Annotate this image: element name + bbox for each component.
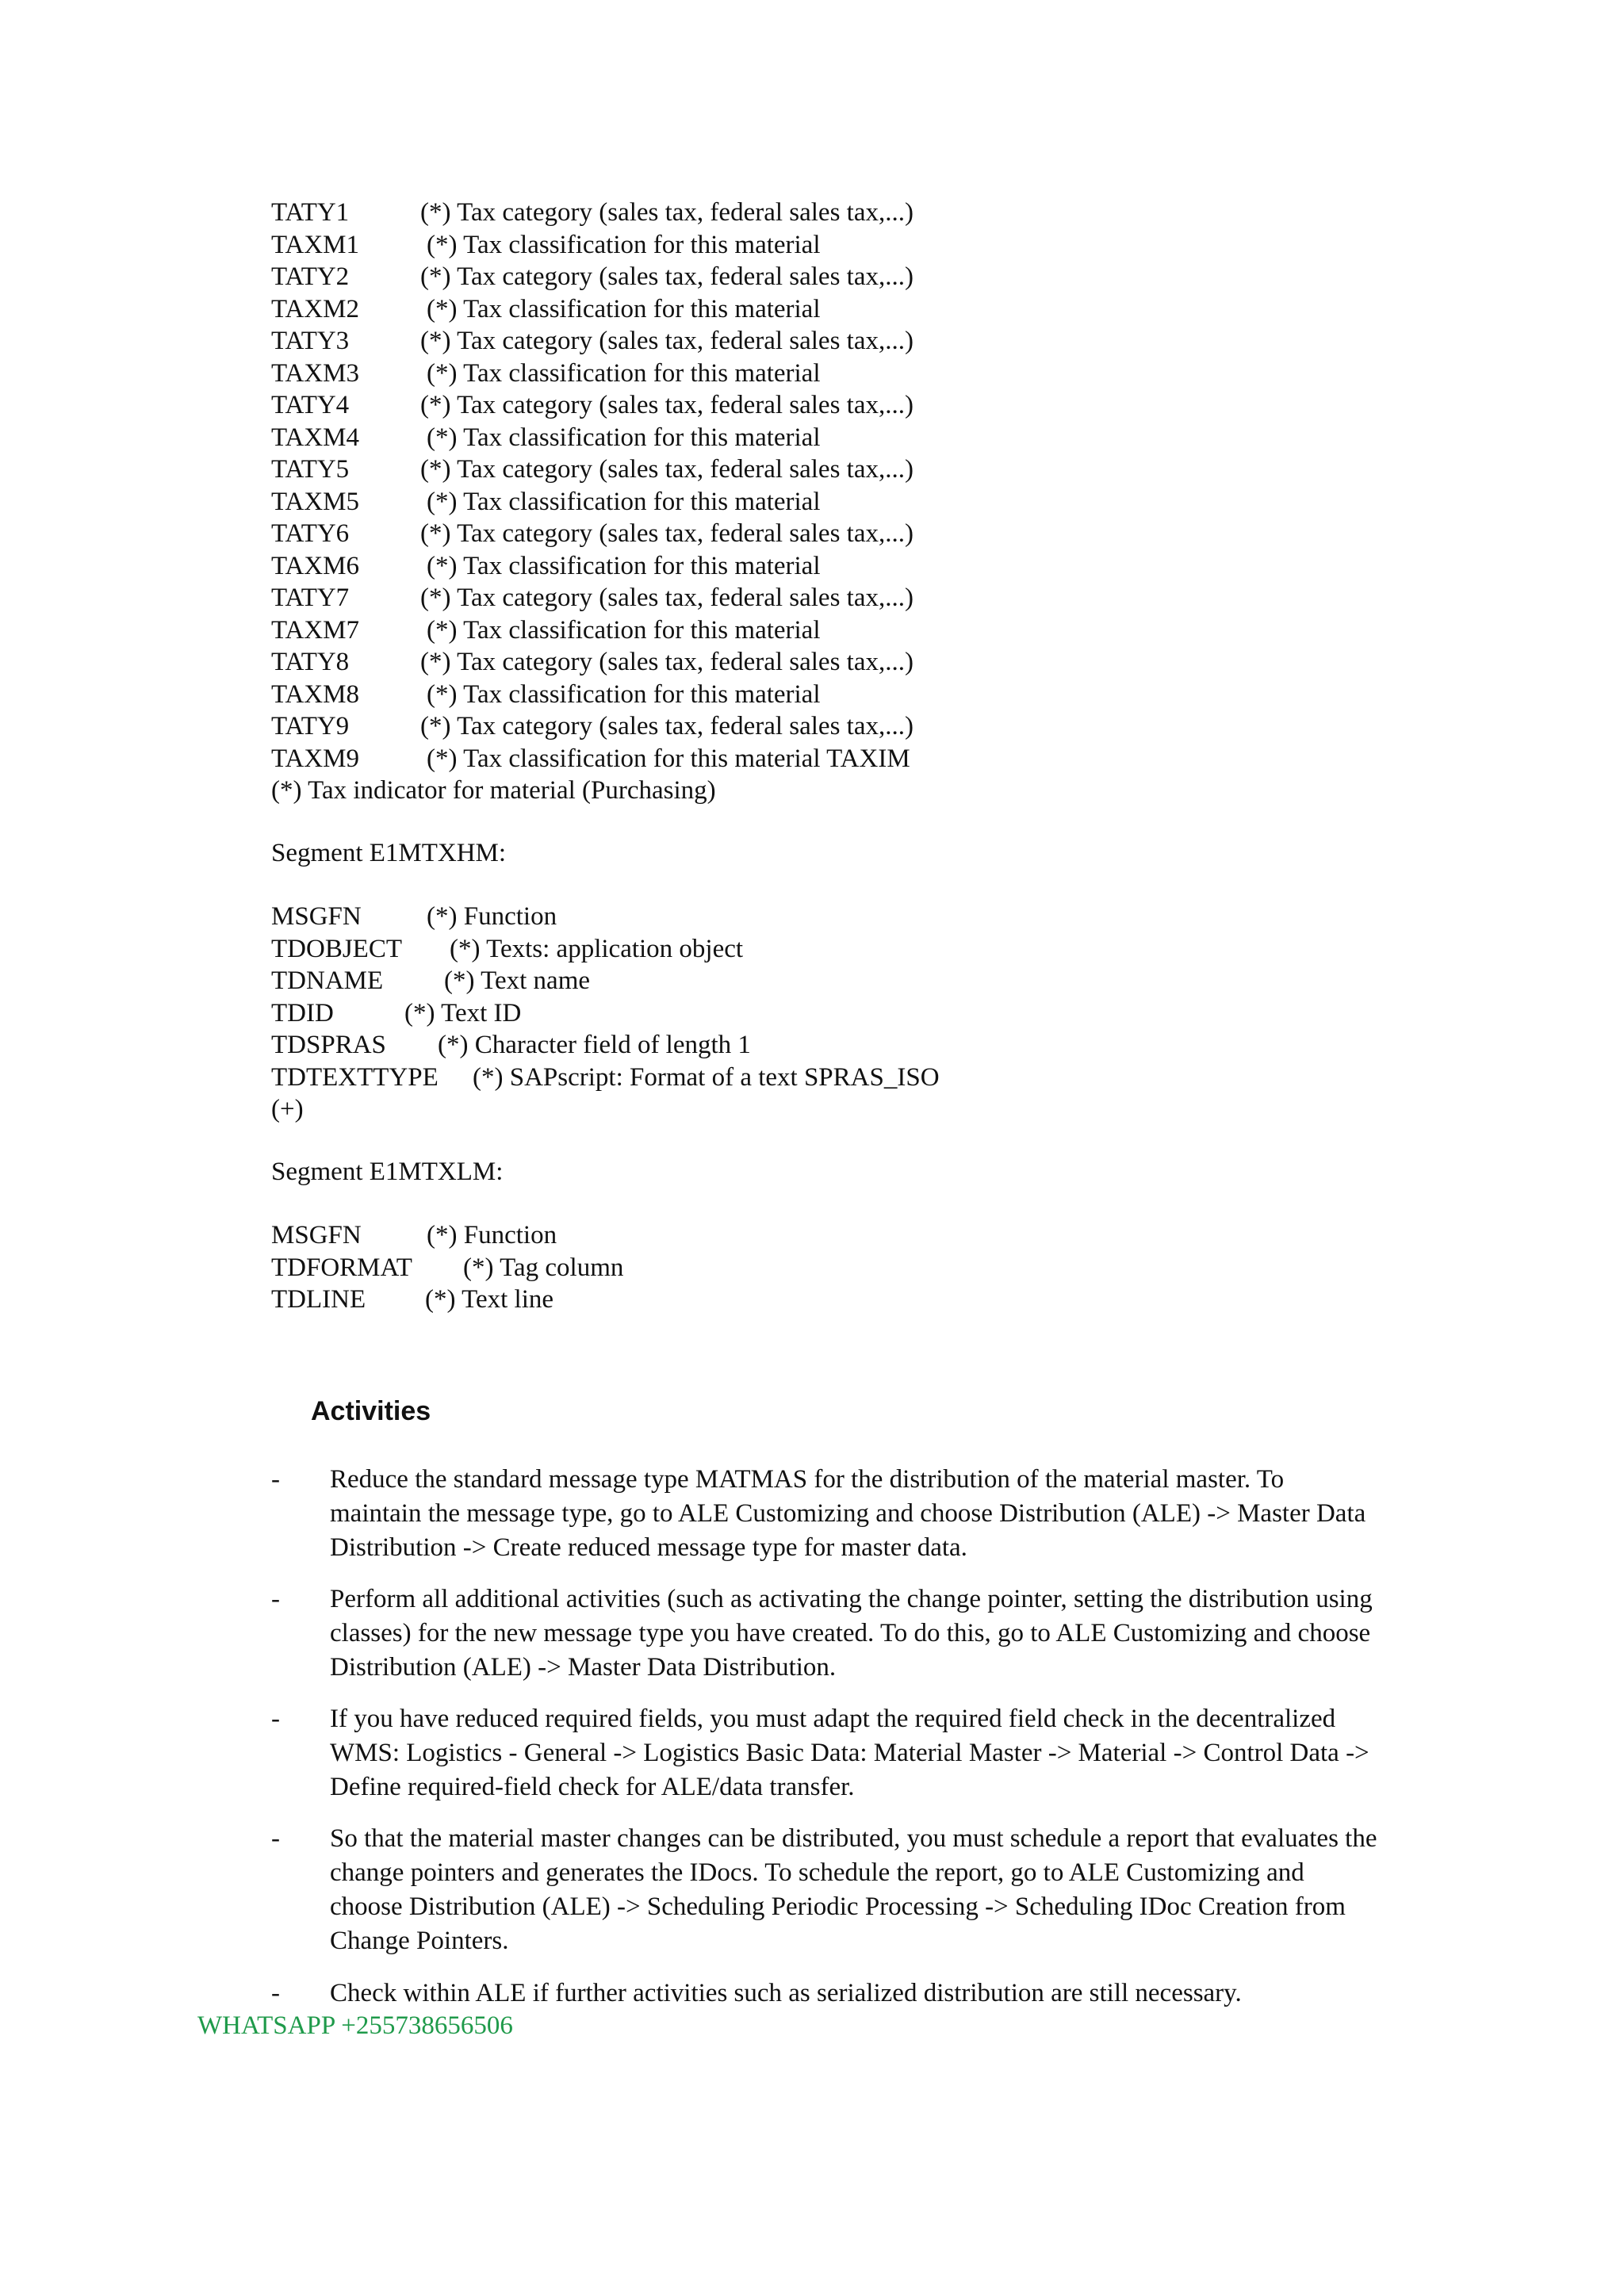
field-name: TAXM8 [271,679,360,709]
field-name: TAXM6 [271,551,360,580]
segment-field-row [271,901,557,933]
segment-e1mtxhm-heading: Segment E1MTXHM: [271,839,507,867]
field-name: TATY2 [271,262,350,291]
activity-text-line: So that the material master changes can be distributed, you must schedule a report that evaluates the [330,1824,1377,1853]
field-name: TDID [271,998,334,1027]
field-name: MSGFN [271,1221,362,1249]
field-description: (*) Text ID [404,998,522,1027]
tax-field-row [271,453,914,486]
field-name: TATY3 [271,327,350,355]
field-description: (*) Tax category (sales tax, federal sales tax,...) [420,712,914,740]
bullet-dash: - [271,1465,280,1494]
field-description: (*) Tax classification for this material TAXIM [427,744,910,773]
field-description: (*) SAPscript: Format of a text SPRAS_ISO [473,1062,940,1092]
tax-field-row [271,197,914,229]
field-name: TDNAME [271,966,384,995]
activity-text-line: WMS: Logistics - General -> Logistics Basic Data: Material Master -> Material -> Control Data -> [330,1739,1369,1767]
tax-field-row [271,582,914,614]
tax-field-row [271,486,821,519]
field-description: (*) Tax category (sales tax, federal sales tax,...) [420,584,914,612]
tax-field-row [271,710,914,743]
tax-field-row [271,389,914,422]
tax-field-row [271,679,821,711]
field-description: (*) Tax category (sales tax, federal sales tax,...) [420,262,914,291]
bullet-dash: - [271,1824,280,1853]
segment-field-row [271,1029,751,1062]
tax-field-row [271,325,914,358]
field-name: TAXM7 [271,615,360,645]
tax-fields-list [271,197,914,807]
tax-field-row [271,518,914,550]
segment-field-row [271,997,522,1030]
field-name: TATY6 [271,519,350,548]
field-description: (*) Tax category (sales tax, federal sales tax,...) [420,519,914,548]
field-name: TDFORMAT [271,1253,412,1282]
field-name: TATY1 [271,198,350,227]
whatsapp-contact: WHATSAPP +255738656506 [197,2011,513,2040]
activity-text-line: Distribution -> Create reduced message type for master data. [330,1533,967,1562]
tax-field-row [271,261,914,293]
field-description: (*) Texts: application object [450,934,744,963]
tax-field-row [271,293,821,326]
field-name: TAXM4 [271,423,360,452]
field-description: (*) Tax classification for this material [427,551,821,580]
activity-text-line: Perform all additional activities (such as activating the change pointer, setting the distribution using [330,1585,1373,1613]
field-name: TATY8 [271,648,350,676]
segment-e1mtxhm-fields [271,901,940,1126]
field-description: (*) Tax classification for this material [427,294,821,323]
field-name: TDSPRAS [271,1031,386,1059]
field-description: (*) Tax category (sales tax, federal sales tax,...) [420,327,914,355]
segment-field-row [271,1062,940,1094]
field-description: (*) Tax classification for this material [427,487,821,516]
field-description: (*) Function [427,1221,557,1249]
activity-text-line: If you have reduced required fields, you must adapt the required field check in the decentralized [330,1705,1336,1733]
field-description: (*) Text line [425,1285,554,1314]
field-description: (*) Tax category (sales tax, federal sales tax,...) [420,391,914,419]
segment-field-row [271,965,591,997]
field-description: (*) Tax category (sales tax, federal sales tax,...) [420,455,914,484]
activity-text-line: Change Pointers. [330,1927,509,1955]
activity-text-line: Distribution (ALE) -> Master Data Distribution. [330,1653,837,1682]
tax-field-row [271,614,821,647]
activity-text-line: classes) for the new message type you have created. To do this, go to ALE Customizing and choose [330,1619,1371,1647]
field-name: TDOBJECT [271,934,402,963]
field-description: (*) Tax classification for this material [427,423,821,452]
field-description: (*) Function [427,902,557,931]
segment-e1mtxlm-heading: Segment E1MTXLM: [271,1158,504,1186]
activity-text-line: Reduce the standard message type MATMAS for the distribution of the material master. To [330,1465,1285,1494]
field-name: TATY9 [271,712,350,740]
activity-text-line: Define required-field check for ALE/data transfer. [330,1773,855,1801]
field-description: (*) Tax classification for this material [427,358,821,388]
tax-field-row [271,358,821,390]
bullet-dash: - [271,1979,280,2007]
tax-field-row [271,646,914,679]
tax-indicator-line: (*) Tax indicator for material (Purchasing) [271,776,716,805]
field-name: TAXM1 [271,230,360,259]
field-name: TDTEXTTYPE [271,1062,439,1092]
activities-heading: Activities [311,1396,431,1426]
field-description: (*) Tax classification for this material [427,230,821,259]
field-name: TAXM5 [271,487,360,516]
field-name: TATY4 [271,391,350,419]
bullet-dash: - [271,1705,280,1733]
field-description: (*) Tag column [463,1253,624,1282]
field-description: (*) Text name [444,966,591,995]
field-description: (*) Tax classification for this material [427,615,821,645]
field-name: TAXM2 [271,294,360,323]
field-description: (*) Tax category (sales tax, federal sales tax,...) [420,198,914,227]
activity-text-line: change pointers and generates the IDocs. To schedule the report, go to ALE Customizing and [330,1858,1304,1887]
field-description: (*) Tax category (sales tax, federal sales tax,...) [420,648,914,676]
field-name: MSGFN [271,902,362,931]
bullet-dash: - [271,1585,280,1613]
activity-text-line: maintain the message type, go to ALE Customizing and choose Distribution (ALE) -> Master Data [330,1499,1366,1528]
segment-trailing-note: (+) [271,1095,304,1123]
tax-field-row [271,229,821,262]
field-name: TDLINE [271,1285,366,1314]
tax-field-row [271,422,821,454]
tax-field-row [271,550,821,583]
field-description: (*) Tax classification for this material [427,679,821,709]
field-description: (*) Character field of length 1 [438,1031,751,1059]
activity-text-line: Check within ALE if further activities such as serialized distribution are still necessary. [330,1979,1242,2007]
tax-field-row [271,743,910,775]
field-name: TAXM3 [271,358,360,388]
field-name: TATY5 [271,455,350,484]
field-name: TATY7 [271,584,350,612]
field-name: TAXM9 [271,744,360,773]
activity-text-line: choose Distribution (ALE) -> Scheduling Periodic Processing -> Scheduling IDoc Creation from [330,1892,1346,1921]
segment-field-row [271,933,744,966]
